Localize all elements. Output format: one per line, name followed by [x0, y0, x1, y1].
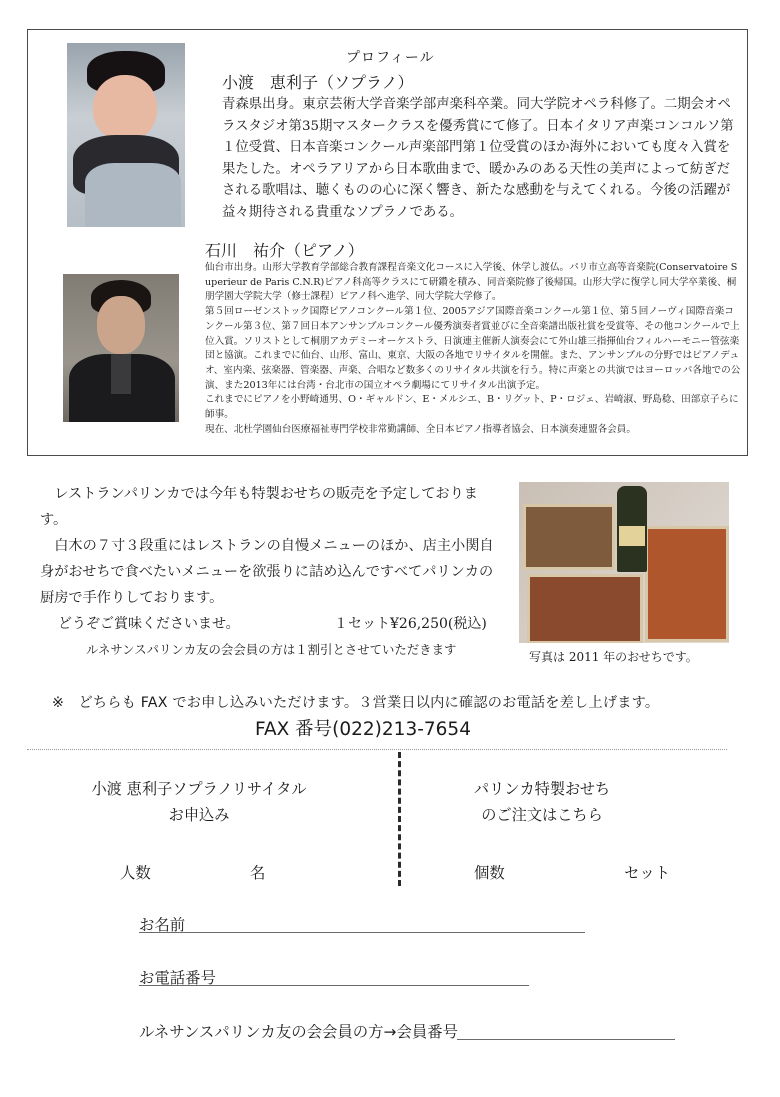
soprano-bio: 青森県出身。東京芸術大学音楽学部声楽科卒業。同大学院オペラ科修了。二期会オペラスタジオ第35期マスタークラスを優秀賞にて修了。日本イタリア声楽コンコルソ第１位受賞、日本音楽コンクール声楽部門第１位受賞のほか海外においても度々入賞を果たした。オペラアリアから日本歌曲まで、暖かみのある天性の美声によって紡ぎだされる歌唱は、聴くものの心に深く響き、新たな感動を与えてくれる。今後の活躍が益々期待される貴重なソプラノである。: [222, 97, 734, 220]
pianist-photo: [63, 274, 179, 422]
form-divider: [398, 752, 401, 886]
soprano-name: 小渡 恵利子（ソプラノ）: [222, 73, 414, 92]
member-number-field[interactable]: [139, 1020, 458, 1042]
recital-title-line-2: お申込み: [168, 806, 230, 824]
soprano-photo: [67, 43, 185, 227]
osechi-line-2: 白木の７寸３段重にはレストランの自慢メニューのほか、店主小関自身がおせちで食べたいメニューを欲張りに詰め込んですべてパリンカの厨房で手作りしております。: [40, 538, 494, 606]
phone-label: お電話番号: [139, 969, 216, 987]
member-number-label: ルネサンスパリンカ友の会会員の方→会員番号: [139, 1023, 459, 1041]
profile-heading: プロフィール: [346, 50, 435, 66]
pianist-bio-education: 仙台市出身。山形大学教育学部総合教育課程音楽文化コースに入学後、休学し渡仏。パリ市立高等音楽院(Conservatoire Superieur de Paris C.N.R)ピアノ科高等クラスにて研鑽を積み、同音楽院修了後帰国。山形大学に復学し同大学卒業後、桐朋学園大学院大学（修士課程）ピアノ科へ進学、同大学院大学修了。: [205, 262, 738, 303]
people-count-label: 人数: [120, 864, 151, 882]
name-label: お名前: [139, 916, 186, 934]
pianist-bio: [205, 261, 741, 437]
osechi-price: １セット¥26,250(税込): [334, 616, 487, 632]
recital-title-line-1: 小渡 恵利子ソプラノリサイタル: [91, 780, 307, 798]
osechi-line-1: レストランパリンカでは今年も特製おせちの販売を予定しております。: [40, 486, 478, 528]
osechi-title-line-2: のご注文はこちら: [481, 806, 603, 824]
osechi-description: [40, 481, 505, 611]
member-discount-note: ルネサンスパリンカ友の会会員の方は１割引とさせていただきます: [86, 642, 457, 657]
set-count-unit[interactable]: セット: [624, 864, 671, 882]
osechi-photo: [519, 482, 729, 643]
fax-number: FAX 番号(022)213-7654: [255, 719, 471, 740]
osechi-title-line-1: パリンカ特製おせち: [473, 780, 611, 798]
pianist-name: 石川 祐介（ピアノ）: [205, 241, 364, 260]
pianist-bio-teachers: これまでにピアノを小野崎通男、O・ギャルドン、E・メルシエ、B・リグット、P・ロジェ、岩崎淑、野島稔、田部京子らに師事。: [205, 394, 739, 421]
pianist-bio-current: 現在、北杜学園仙台医療福祉専門学校非常勤講師、全日本ピアノ指導者協会、日本演奏連盟各会員。: [205, 423, 636, 435]
osechi-line-3: どうぞご賞味くださいませ。: [58, 616, 240, 632]
people-count-unit[interactable]: 名: [250, 864, 266, 882]
name-field[interactable]: [139, 913, 185, 935]
set-count-label: 個数: [474, 864, 505, 882]
price-line: [58, 613, 498, 633]
osechi-form-title: [430, 776, 654, 828]
recital-form-title: [50, 776, 348, 828]
phone-field[interactable]: [139, 966, 216, 988]
fax-notice: ※ どちらも FAX でお申し込みいただけます。３営業日以内に確認のお電話を差し上げます。: [52, 695, 660, 711]
profile-box: [27, 29, 748, 456]
cut-line: [27, 749, 727, 750]
pianist-bio-career: 第５回ローゼンストック国際ピアノコンクール第１位、2005アジア国際音楽コンクール第１位、第５回ノーヴィ国際音楽コンクール第３位、第７回日本アンサンブルコンクール優秀演奏者賞並びに全音楽譜出版社賞を受賞等、その他コンクールで上位入賞。ソリストとして桐朋アカデミーオーケストラ、日演連主催新人演奏会にて外山雄三指揮仙台フィルハーモニー管弦楽団と協演。これまでに仙台、山形、富山、東京、大阪の各地でリサイタルを開催。また、アンサンブルの分野ではピアノデュオ、室内楽、弦楽器、管楽器、声楽、合唱など数多くのリサイタル共演を行う。特に声楽との共演ではヨーロッパ各地での公演、また2013年には台湾・台北市の国立オペラ劇場にてリサイタル出演予定。: [205, 306, 741, 391]
photo-caption: 写真は 2011 年のおせちです。: [529, 650, 698, 664]
